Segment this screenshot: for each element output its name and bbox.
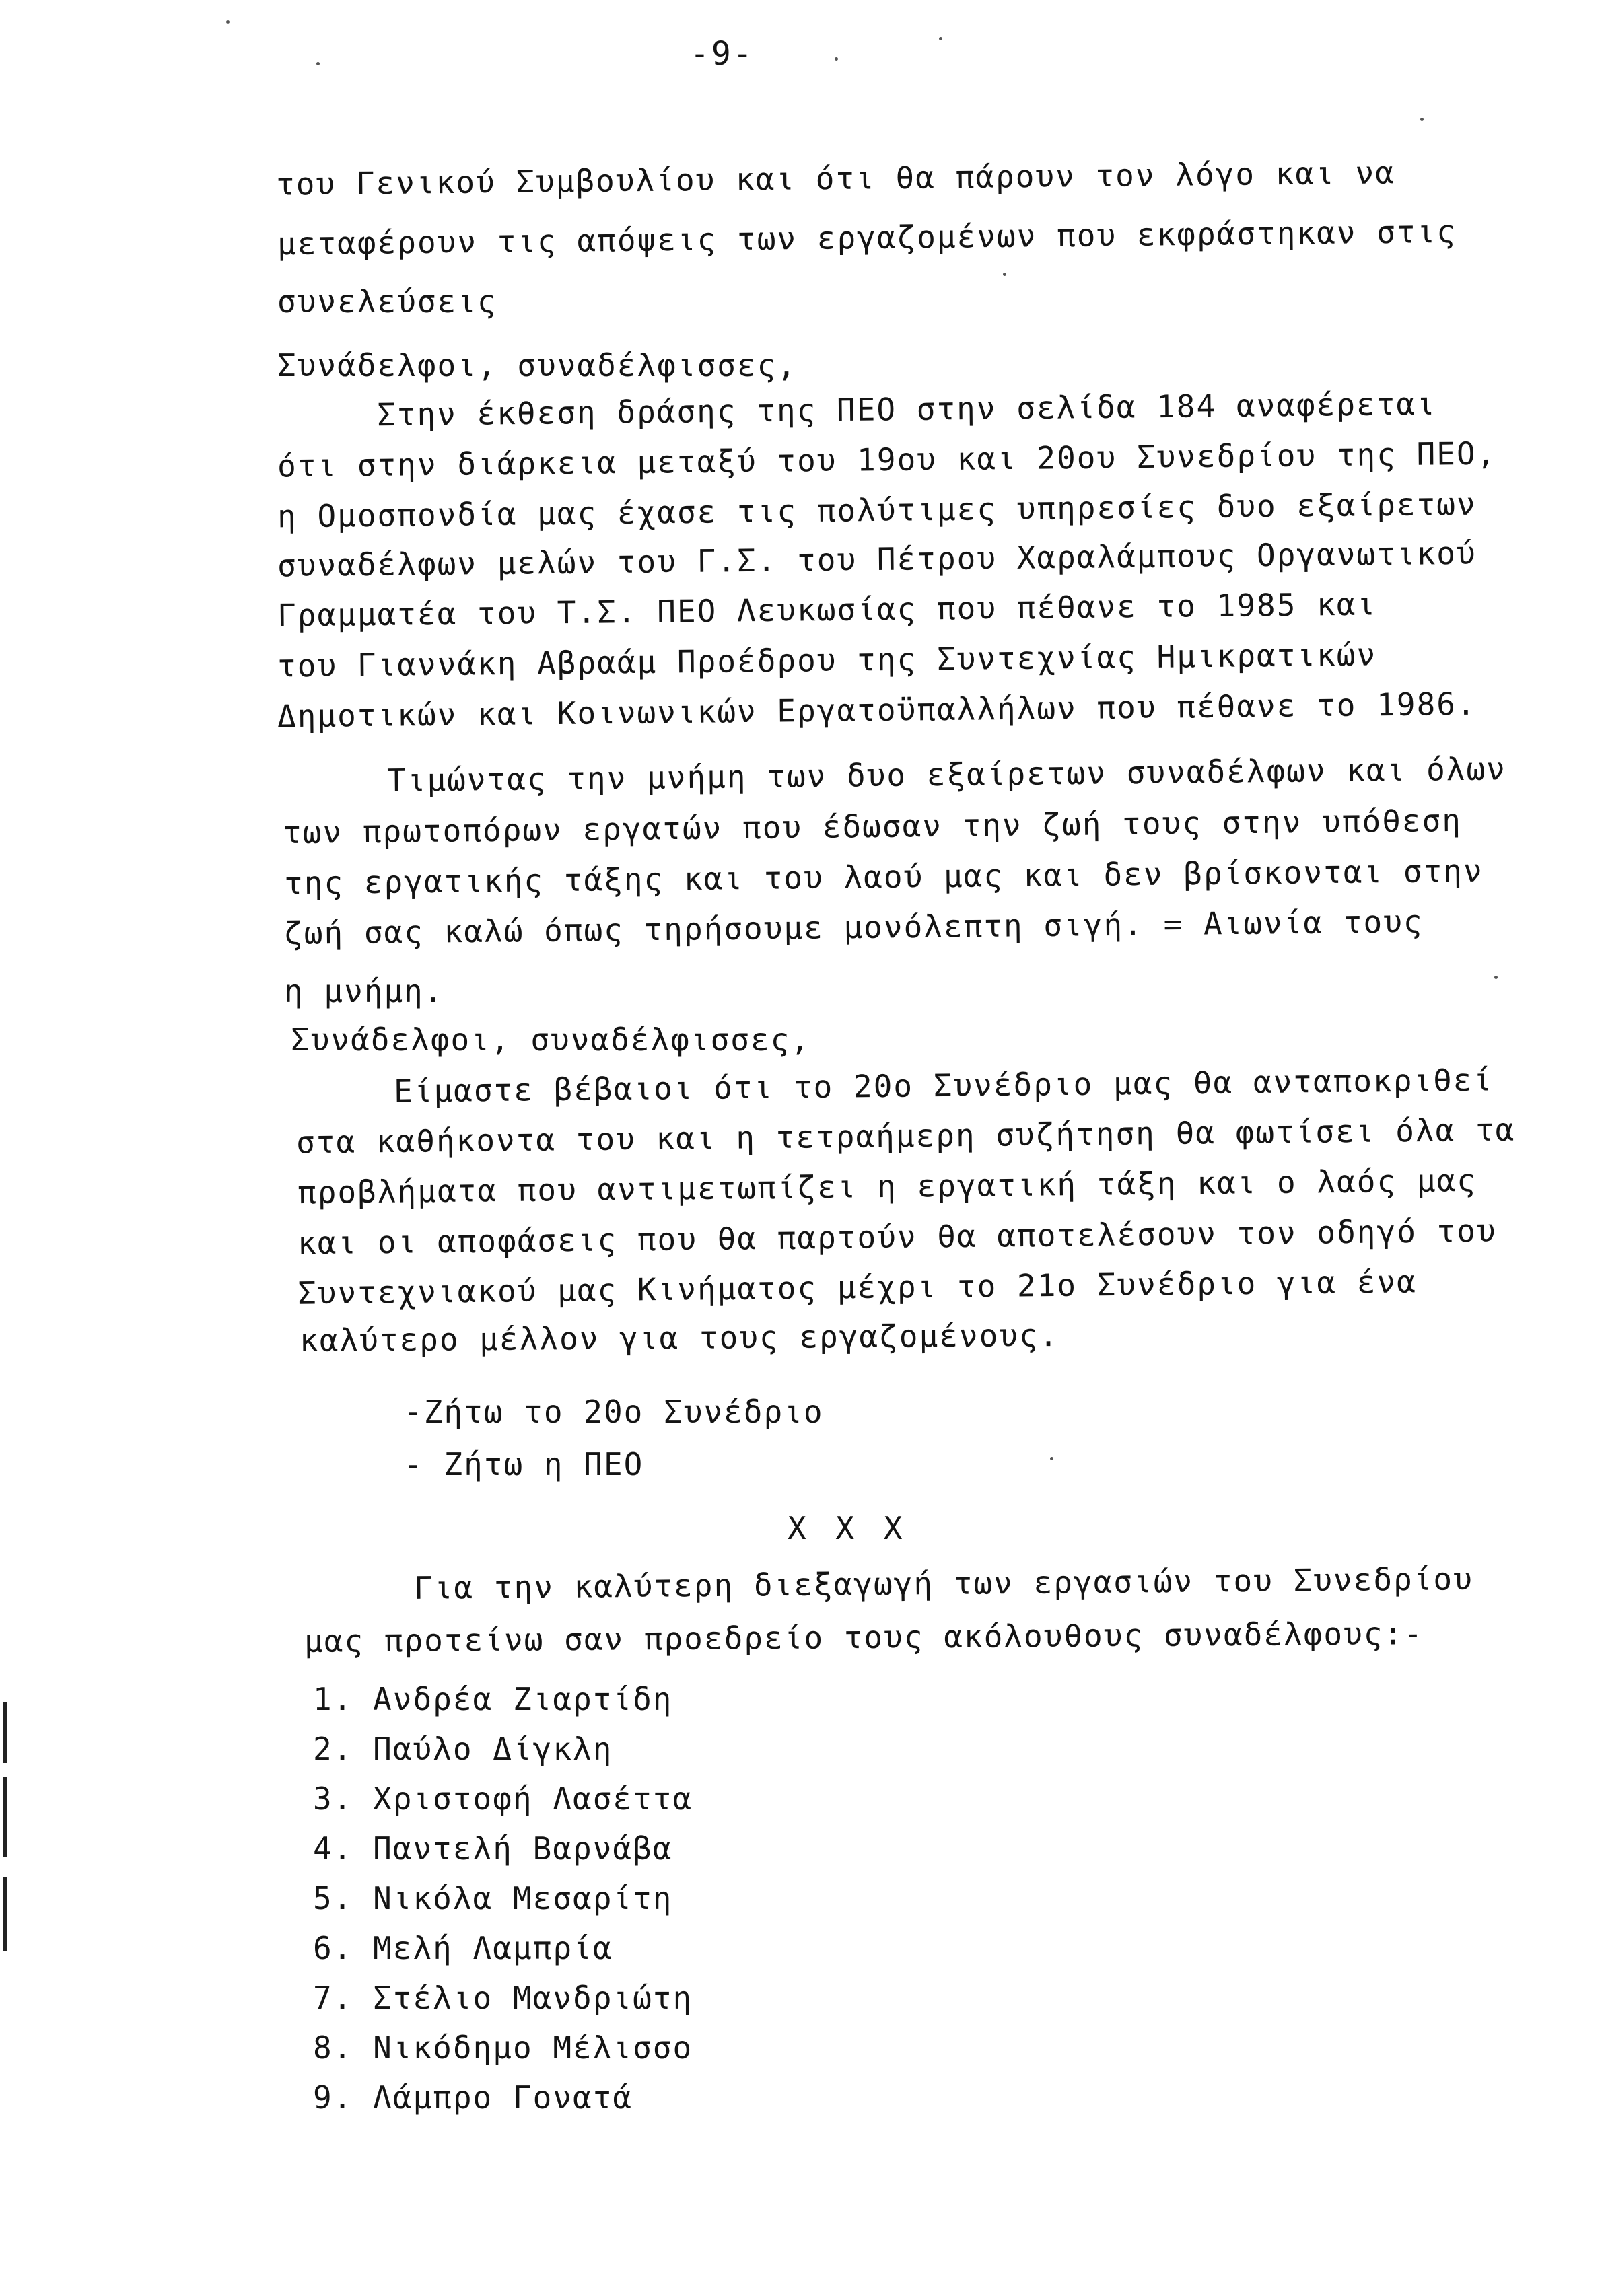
list-item: 2. Παύλο Δίγκλη xyxy=(313,1731,613,1767)
text-line: των πρωτοπόρων εργατών που έδωσαν την ζωή τους στην υπόθεση xyxy=(282,801,1463,851)
list-item: 5. Νικόλα Μεσαρίτη xyxy=(313,1880,673,1916)
text-line: ότι στην διάρκεια μεταξύ του 19ου και 20ου Συνεδρίου της ΠΕΟ, xyxy=(277,435,1497,485)
list-item: 1. Ανδρέα Ζιαρτίδη xyxy=(313,1681,673,1717)
text-line: ζωή σας καλώ όπως τηρήσουμε μονόλεπτη σιγή. = Αιωνία τους xyxy=(283,903,1424,952)
text-line: συνελεύσεις xyxy=(277,283,497,320)
list-item: 8. Νικόδημο Μέλισσο xyxy=(313,2030,693,2066)
scan-margin-mark xyxy=(3,1702,7,1763)
text-line: Για την καλύτερη διεξαγωγή των εργασιών του Συνεδρίου xyxy=(413,1560,1474,1606)
scan-margin-mark xyxy=(3,1877,7,1951)
scan-speck xyxy=(1003,273,1006,276)
list-item: 7. Στέλιο Μανδριώτη xyxy=(313,1980,693,2016)
scan-speck xyxy=(226,20,230,24)
text-line: η μνήμη. xyxy=(284,973,444,1009)
text-line: Συντεχνιακού μας Κινήματος μέχρι το 21ο Συνέδριο για ένα xyxy=(297,1263,1418,1312)
section-greeting: Συνάδελφοι, συναδέλφισσες, xyxy=(277,347,798,384)
text-line: στα καθήκοντα του και η τετραήμερη συζήτηση θα φωτίσει όλα τα xyxy=(295,1111,1516,1161)
text-line: και οι αποφάσεις που θα παρτούν θα αποτελέσουν τον οδηγό του xyxy=(297,1212,1497,1262)
scan-speck xyxy=(835,57,838,61)
scan-speck xyxy=(1494,976,1498,979)
scan-speck xyxy=(316,62,320,65)
page-number: -9- xyxy=(690,35,755,73)
section-divider: Χ Χ Χ xyxy=(788,1510,908,1546)
list-item: 9. Λάμπρο Γονατά xyxy=(313,2079,633,2116)
list-item: 6. Μελή Λαμπρία xyxy=(313,1930,613,1966)
slogan: - Ζήτω η ΠΕΟ xyxy=(404,1446,644,1482)
text-line: της εργατικής τάξης και του λαού μας και δεν βρίσκονται στην xyxy=(283,852,1484,902)
slogan: -Ζήτω το 20ο Συνέδριο xyxy=(404,1394,824,1430)
scan-margin-mark xyxy=(3,1777,7,1857)
section-greeting: Συνάδελφοι, συναδέλφισσες, xyxy=(291,1021,811,1058)
text-line: Είμαστε βέβαιοι ότι το 20ο Συνέδριο μας θα ανταποκριθεί xyxy=(393,1061,1494,1110)
list-item: 4. Παντελή Βαρνάβα xyxy=(313,1830,673,1867)
text-line: Δημοτικών και Κοινωνικών Εργατοϋπαλλήλων που πέθανε το 1986. xyxy=(277,685,1477,735)
text-line: η Ομοσπονδία μας έχασε τις πολύτιμες υπηρεσίες δυο εξαίρετων xyxy=(277,485,1477,535)
text-line: του Γιαννάκη Αβραάμ Προέδρου της Συντεχνίας Ημικρατικών xyxy=(277,636,1377,684)
scan-speck xyxy=(1420,118,1424,121)
scan-speck xyxy=(939,37,942,40)
text-line: μεταφέρουν τις απόψεις των εργαζομένων που εκφράστηκαν στις xyxy=(277,213,1457,262)
text-line: καλύτερο μέλλον για τους εργαζομένους. xyxy=(299,1317,1059,1359)
list-item: 3. Χριστοφή Λασέττα xyxy=(313,1781,693,1817)
scan-speck xyxy=(1050,1457,1053,1460)
text-line: του Γενικού Συμβουλίου και ότι θα πάρουν τον λόγο και να xyxy=(275,154,1396,203)
text-line: μας προτείνω σαν προεδρείο τους ακόλουθους συναδέλφους:- xyxy=(304,1615,1424,1659)
text-line: προβλήματα που αντιμετωπίζει η εργατική τάξη και ο λαός μας xyxy=(297,1161,1477,1211)
text-line: Τιμώντας την μνήμη των δυο εξαίρετων συναδέλφων και όλων xyxy=(386,750,1507,799)
text-line: Στην έκθεση δράσης της ΠΕΟ στην σελίδα 184 αναφέρεται xyxy=(376,385,1437,433)
text-line: Γραμματέα του Τ.Σ. ΠΕΟ Λευκωσίας που πέθανε το 1985 και xyxy=(277,585,1377,634)
text-line: συναδέλφων μελών του Γ.Σ. του Πέτρου Χαραλάμπους Οργανωτικού xyxy=(277,534,1477,584)
